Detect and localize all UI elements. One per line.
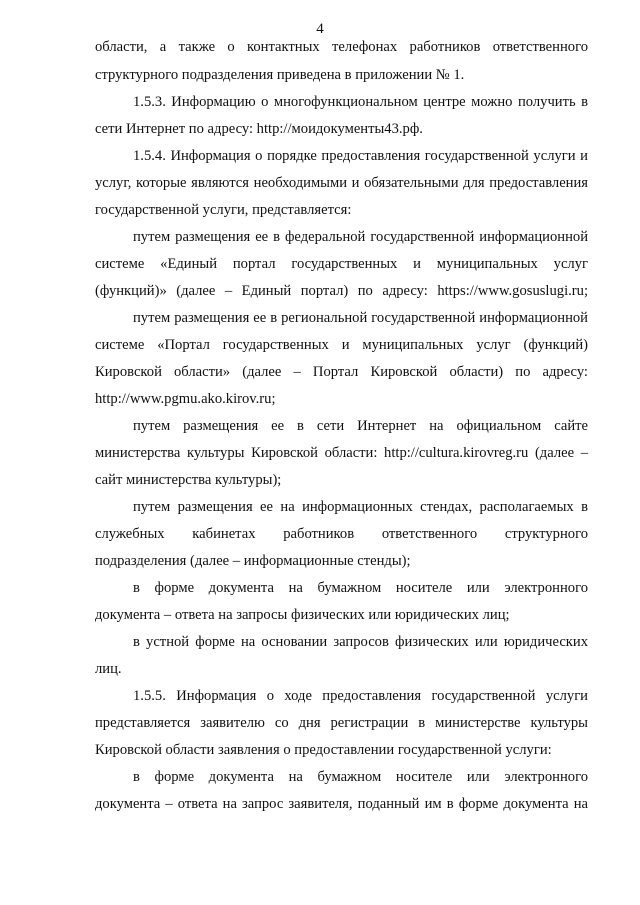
text-line: документа – ответа на запросы физических или юридических лиц; — [95, 607, 510, 623]
text-line: в устной форме на основании запросов физических или юридических — [133, 634, 588, 650]
text-line: Кировской области заявления о предоставлении государственной услуги: — [95, 742, 552, 758]
text-line: министерства культуры Кировской области: http://cultura.kirovreg.ru (далее – — [95, 445, 588, 461]
text-line: 1.5.5. Информация о ходе предоставления государственной услуги — [133, 688, 588, 704]
text-line: путем размещения ее в сети Интернет на официальном сайте — [133, 418, 588, 434]
text-line: системе «Единый портал государственных и муниципальных услуг — [95, 256, 588, 272]
text-line: государственной услуги, представляется: — [95, 202, 352, 218]
text-line: 1.5.3. Информацию о многофункциональном центре можно получить в — [133, 94, 588, 110]
text-line: 1.5.4. Информация о порядке предоставления государственной услуги и — [133, 148, 588, 164]
text-line: сети Интернет по адресу: http://моидокументы43.рф. — [95, 121, 423, 137]
text-line: (функций)» (далее – Единый портал) по адресу: https://www.gosuslugi.ru; — [95, 283, 588, 299]
text-line: сайт министерства культуры); — [95, 472, 282, 488]
text-line: системе «Портал государственных и муниципальных услуг (функций) — [95, 337, 588, 353]
text-line: лиц. — [95, 661, 122, 677]
text-line: Кировской области» (далее – Портал Кировской области) по адресу: — [95, 364, 588, 380]
text-line: путем размещения ее в федеральной государственной информационной — [133, 229, 588, 245]
text-line: услуг, которые являются необходимыми и обязательными для предоставления — [95, 175, 588, 191]
text-line: путем размещения ее на информационных стендах, располагаемых в — [133, 499, 588, 515]
text-line: области, а также о контактных телефонах работников ответственного — [95, 39, 588, 55]
text-line: http://www.pgmu.ako.kirov.ru; — [95, 391, 276, 407]
text-line: в форме документа на бумажном носителе или электронного — [133, 769, 588, 785]
text-line: документа – ответа на запрос заявителя, поданный им в форме документа на — [95, 796, 588, 812]
text-line: структурного подразделения приведена в приложении № 1. — [95, 67, 465, 83]
text-line: путем размещения ее в региональной государственной информационной — [133, 310, 588, 326]
text-line: представляется заявителю со дня регистрации в министерстве культуры — [95, 715, 588, 731]
text-line: подразделения (далее – информационные стенды); — [95, 553, 411, 569]
page-number: 4 — [316, 21, 324, 37]
text-line: служебных кабинетах работников ответственного структурного — [95, 526, 588, 542]
text-line: в форме документа на бумажном носителе или электронного — [133, 580, 588, 596]
